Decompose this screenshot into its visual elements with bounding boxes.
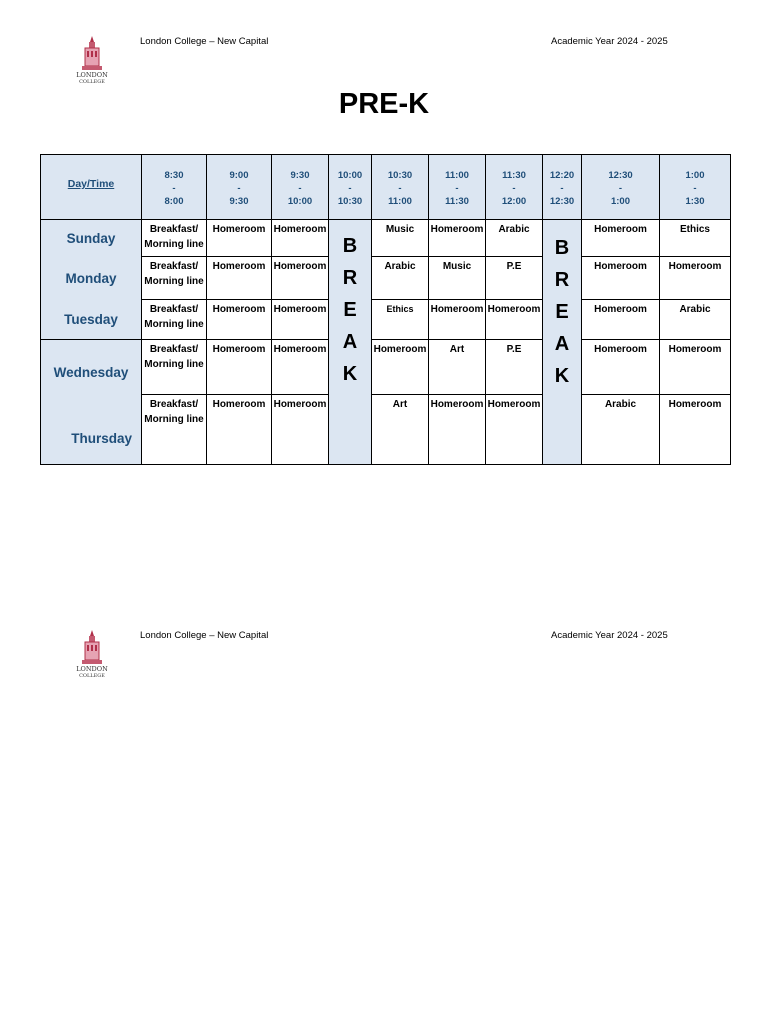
schedule-cell: Breakfast/ Morning line bbox=[142, 340, 207, 395]
schedule-cell: Breakfast/ Morning line bbox=[142, 300, 207, 340]
schedule-cell: Homeroom bbox=[660, 257, 731, 300]
schedule-cell: Homeroom bbox=[372, 340, 429, 395]
schedule-cell: Homeroom bbox=[272, 300, 329, 340]
academic-year: Academic Year 2024 - 2025 bbox=[551, 630, 668, 641]
time-slot-header: 9:30 - 10:00 bbox=[272, 155, 329, 220]
school-logo bbox=[72, 628, 112, 678]
break-column-1 bbox=[329, 220, 372, 465]
time-slot-header: 11:30 - 12:00 bbox=[486, 155, 543, 220]
schedule-cell: Homeroom bbox=[207, 300, 272, 340]
logo-text-line1: LONDON bbox=[76, 665, 108, 673]
time-slot-header: 10:00 - 10:30 bbox=[329, 155, 372, 220]
break-letter: B bbox=[342, 235, 358, 257]
schedule-cell: Homeroom bbox=[660, 395, 731, 465]
time-slot-header: 12:30 - 1:00 bbox=[582, 155, 660, 220]
schedule-cell: P.E bbox=[486, 257, 543, 300]
schedule-cell: Music bbox=[372, 220, 429, 257]
schedule-cell: Homeroom bbox=[272, 395, 329, 465]
break-letter: K bbox=[342, 363, 358, 385]
schedule-cell: Homeroom bbox=[272, 340, 329, 395]
schedule-cell: Breakfast/ Morning line bbox=[142, 395, 207, 465]
day-label-sunday: Sunday bbox=[41, 220, 142, 257]
logo-text-line2: COLLEGE bbox=[79, 79, 105, 85]
break-letter: K bbox=[554, 365, 570, 387]
day-label-thursday: Thursday bbox=[41, 395, 142, 465]
schedule-cell: Homeroom bbox=[272, 257, 329, 300]
schedule-cell: Ethics bbox=[660, 220, 731, 257]
schedule-cell: Homeroom bbox=[207, 395, 272, 465]
schedule-cell: P.E bbox=[486, 340, 543, 395]
schedule-cell: Homeroom bbox=[207, 340, 272, 395]
break-letter: A bbox=[554, 333, 570, 355]
time-slot-header: 10:30 - 11:00 bbox=[372, 155, 429, 220]
schedule-cell: Music bbox=[429, 257, 486, 300]
break-letter: R bbox=[554, 269, 570, 291]
school-name: London College – New Capital bbox=[140, 630, 269, 641]
time-slot-header: 11:00 - 11:30 bbox=[429, 155, 486, 220]
time-slot-header: 8:30 - 8:00 bbox=[142, 155, 207, 220]
timetable bbox=[40, 154, 731, 465]
schedule-cell: Breakfast/ Morning line bbox=[142, 257, 207, 300]
break-letter: R bbox=[342, 267, 358, 289]
schedule-cell: Homeroom bbox=[207, 220, 272, 257]
break-letter: E bbox=[555, 301, 569, 323]
schedule-cell: Homeroom bbox=[582, 220, 660, 257]
time-slot-header: 9:00 - 9:30 bbox=[207, 155, 272, 220]
day-label-monday: Monday bbox=[41, 257, 142, 300]
schedule-cell: Arabic bbox=[582, 395, 660, 465]
schedule-cell: Homeroom bbox=[272, 220, 329, 257]
schedule-cell: Homeroom bbox=[207, 257, 272, 300]
schedule-cell: Arabic bbox=[660, 300, 731, 340]
day-label-wednesday: Wednesday bbox=[41, 340, 142, 395]
time-slot-header: 12:20 - 12:30 bbox=[543, 155, 582, 220]
schedule-cell: Homeroom bbox=[429, 395, 486, 465]
schedule-cell: Homeroom bbox=[582, 340, 660, 395]
schedule-cell: Art bbox=[372, 395, 429, 465]
schedule-cell: Homeroom bbox=[582, 257, 660, 300]
school-name: London College – New Capital bbox=[140, 36, 269, 47]
break-letter: B bbox=[554, 237, 570, 259]
schedule-cell: Homeroom bbox=[486, 300, 543, 340]
schedule-cell: Homeroom bbox=[660, 340, 731, 395]
break-column-2 bbox=[543, 220, 582, 465]
day-label-tuesday: Tuesday bbox=[41, 300, 142, 340]
school-logo bbox=[72, 34, 112, 84]
schedule-cell: Arabic bbox=[486, 220, 543, 257]
schedule-cell: Arabic bbox=[372, 257, 429, 300]
schedule-cell: Breakfast/ Morning line bbox=[142, 220, 207, 257]
schedule-cell: Homeroom bbox=[429, 300, 486, 340]
logo-text-line2: COLLEGE bbox=[79, 673, 105, 679]
break-letter: E bbox=[343, 299, 357, 321]
schedule-cell: Homeroom bbox=[582, 300, 660, 340]
day-time-header: Day/Time bbox=[41, 155, 142, 220]
academic-year: Academic Year 2024 - 2025 bbox=[551, 36, 668, 47]
schedule-cell: Ethics bbox=[372, 300, 429, 340]
schedule-cell: Art bbox=[429, 340, 486, 395]
schedule-cell: Homeroom bbox=[429, 220, 486, 257]
break-letter: A bbox=[342, 331, 358, 353]
schedule-cell: Homeroom bbox=[486, 395, 543, 465]
page-title: PRE-K bbox=[338, 88, 430, 120]
logo-text-line1: LONDON bbox=[76, 71, 108, 79]
time-slot-header: 1:00 - 1:30 bbox=[660, 155, 731, 220]
